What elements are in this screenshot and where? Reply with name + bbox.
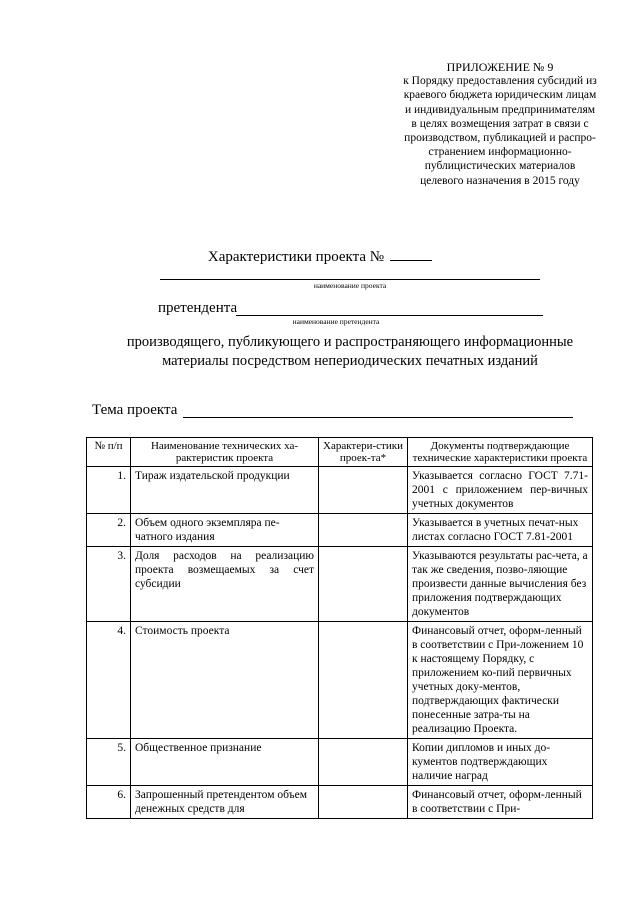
row-name: Тираж издательской продукции — [131, 467, 319, 514]
project-name-line[interactable] — [160, 279, 540, 280]
row-name: Объем одного экземпляра пе-чатного издания — [131, 514, 319, 547]
appendix-line: производством, публикацией и распро- — [404, 132, 596, 145]
row-documents: Финансовый отчет, оформ-ленный в соответствии с При- — [408, 786, 593, 819]
row-documents: Копии дипломов и иных до-кументов подтверждающих наличие наград — [408, 739, 593, 786]
row-name: Общественное признание — [131, 739, 319, 786]
appendix-line: странением информационно- — [428, 146, 572, 159]
header-documents: Документы подтверждающие технические характеристики проекта — [408, 438, 593, 467]
form-title-text: Характеристики проекта № — [207, 249, 385, 265]
row-num: 6. — [87, 786, 131, 819]
row-documents: Финансовый отчет, оформ-ленный в соответствии с При-ложением 10 к настоящему Порядку, с приложением ко-пий первичных учетных доку-ментов, подтверждающих фактически понесенные затра-ты на реализацию Проекта. — [408, 622, 593, 739]
applicant-label: претендента — [158, 300, 238, 316]
row-documents: Указывается согласно ГОСТ 7.71-2001 с приложением пер-вичных учетных документов — [408, 467, 593, 514]
row-characteristics-cell[interactable] — [319, 622, 408, 739]
row-characteristics-cell[interactable] — [319, 547, 408, 622]
row-characteristics-cell[interactable] — [319, 514, 408, 547]
row-name: Запрошенный претендентом объем денежных средств для — [131, 786, 319, 819]
table-row — [87, 467, 593, 514]
row-num: 4. — [87, 622, 131, 739]
table-header-row — [87, 438, 593, 467]
applicant-caption: наименование претендента — [292, 317, 380, 326]
project-name-caption: наименование проекта — [313, 281, 387, 290]
appendix-heading: ПРИЛОЖЕНИЕ № 9 — [446, 60, 554, 74]
row-num: 5. — [87, 739, 131, 786]
header-characteristics: Характери-стики проек-та* — [319, 438, 408, 467]
row-num: 1. — [87, 467, 131, 514]
header-name: Наименование технических ха-рактеристик проекта — [131, 438, 319, 467]
appendix-line: публицистических материалов — [424, 160, 576, 173]
row-documents: Указывается в учетных печат-ных листах согласно ГОСТ 7.81-2001 — [408, 514, 593, 547]
appendix-line: в целях возмещения затрат в связи с — [411, 117, 589, 130]
table-row — [87, 514, 593, 547]
theme-label: Тема проекта — [92, 402, 178, 418]
applicant-name-line[interactable] — [236, 315, 543, 316]
appendix-block — [388, 60, 612, 188]
project-number-blank[interactable] — [390, 248, 432, 261]
appendix-line: краевого бюджета юридическим лицам — [403, 89, 597, 102]
theme-line[interactable] — [183, 417, 573, 418]
row-characteristics-cell[interactable] — [319, 467, 408, 514]
row-name: Стоимость проекта — [131, 622, 319, 739]
row-documents: Указываются результаты рас-чета, а так же сведения, позво-ляющие произвести данные вычисления без приложения подтверждающих документов — [408, 547, 593, 622]
table-row — [87, 786, 593, 819]
table-row — [87, 739, 593, 786]
description-line: материалы посредством непериодических печатных изданий — [162, 353, 538, 369]
row-num: 2. — [87, 514, 131, 547]
description-line: производящего, публикующего и распространяющего информационные — [126, 334, 574, 350]
table-row — [87, 622, 593, 739]
row-characteristics-cell[interactable] — [319, 739, 408, 786]
appendix-line: и индивидуальным предпринимателям — [404, 103, 596, 116]
row-name: Доля расходов на реализацию проекта возмещаемых за счет субсидии — [131, 547, 319, 622]
form-description — [100, 333, 600, 371]
appendix-line: целевого назначения в 2015 году — [420, 174, 580, 187]
form-title — [0, 248, 640, 266]
characteristics-table — [86, 437, 593, 819]
table-row — [87, 547, 593, 622]
row-characteristics-cell[interactable] — [319, 786, 408, 819]
appendix-line: к Порядку предоставления субсидий из — [403, 75, 597, 88]
header-num: № п/п — [87, 438, 131, 467]
row-num: 3. — [87, 547, 131, 622]
